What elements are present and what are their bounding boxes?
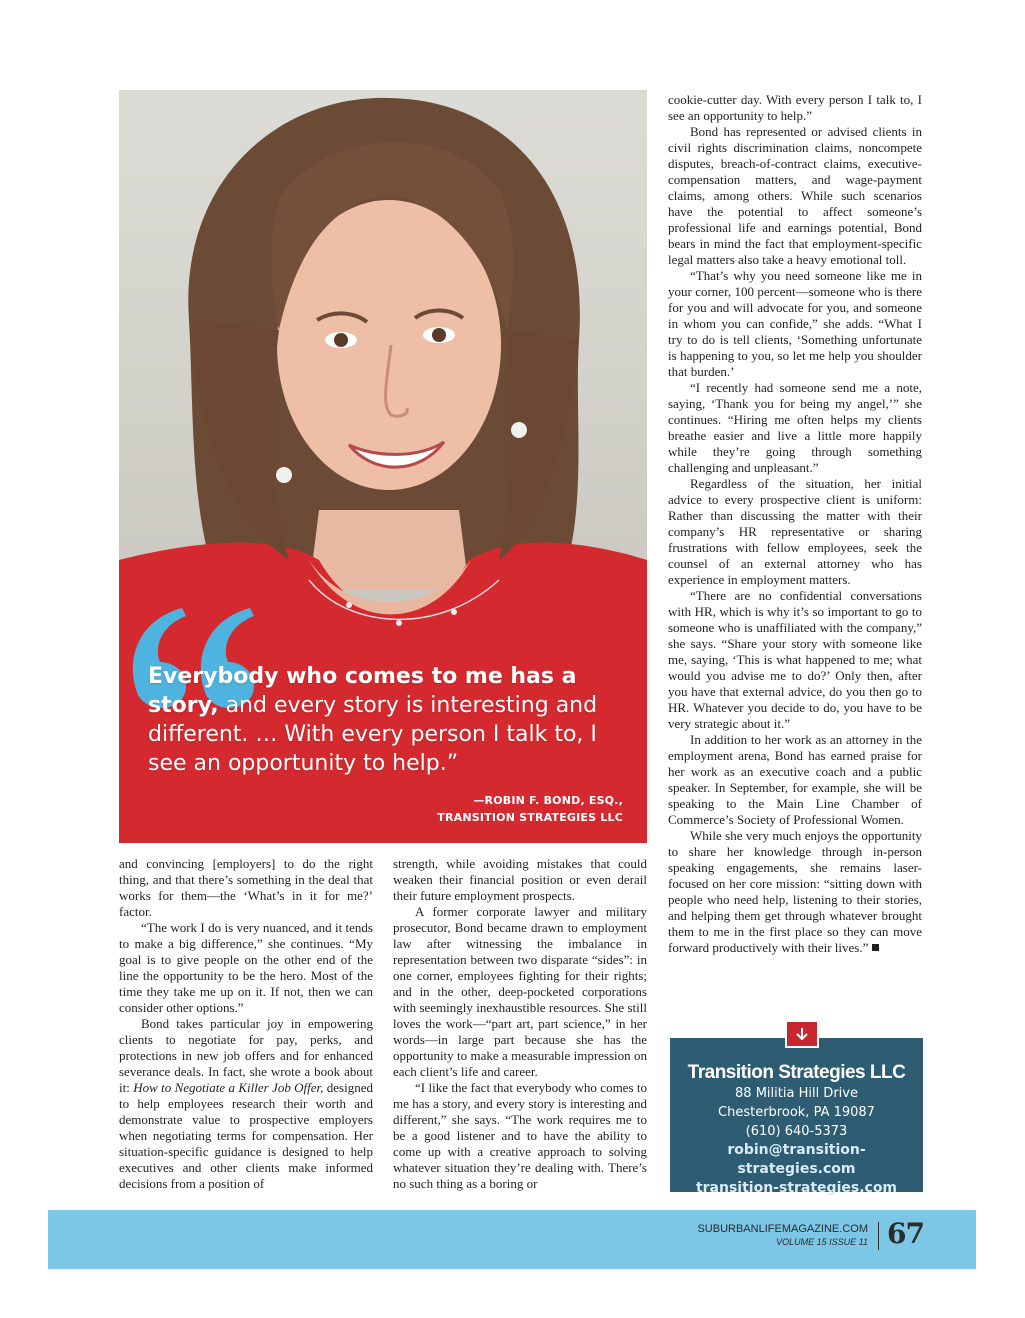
end-mark-icon [872,944,879,951]
book-title: How to Negotiate a Killer Job Offer, [133,1080,324,1095]
footer-site [697,1223,868,1249]
page-footer [48,1210,976,1269]
paragraph-text: designed to help employees research their worth and demonstrate value to prospective employers when negotiating terms for compensation. Her situation-specific guidance is designed to help executives and other clients make informed decisions from a position of [119,1080,373,1191]
paragraph: “I like the fact that everybody who comes to me has a story, and every story is interesting and different,” she says. “The work requires me to be a good listener and to have the ability to come up with a creative approach to solving whatever situation they’re dealing with. There’s no such thing as a boring or [393,1080,647,1191]
attribution-company: TRANSITION STRATEGIES LLC [437,811,623,824]
business-website: transition-strategies.com [695,1180,898,1196]
pull-quote-lead: Everybody who comes to me has a story, [148,664,577,718]
paragraph: Bond has represented or advised clients in civil rights discrimination claims, noncompete disputes, breach-of-contract claims, executive-compensation matters, and wage-payment claims, among others. While such scenarios have the potential to affect someone’s professional life and earnings potential, Bond bears in mind the fact that employment-specific legal matters also take a heavy emotional toll. [668,124,922,267]
paragraph-text: Bond takes particular joy in empowering clients to negotiate for pay, perks, and protections in new job offers and for enhanced severance deals. In fact, she wrote a book about it: [119,1016,373,1095]
attribution-name: —ROBIN F. BOND, ESQ., [473,794,623,807]
paragraph: “I recently had someone send me a note, saying, ‘Thank you for being my angel,’” she continues. “Hiring me often helps my clients breathe easier and live a little more happily while they’re going through something challenging and unpleasant.” [668,380,922,475]
paragraph: In addition to her work as an attorney in the employment arena, Bond has earned praise for her work as an executive coach and a public speaker. In September, for example, she will be speaking to the Main Line Chamber of Commerce’s Society of Professional Women. [668,732,922,827]
article-column-1 [119,856,373,1192]
business-info-box [670,1038,923,1196]
paragraph: A former corporate lawyer and military prosecutor, Bond became drawn to employment law after witnessing the imbalance in representation between two disparate “sides”: in one corner, employees fighting for their rights; and in the other, deep-pocketed corporations with seemingly inexhaustible resources. She still loves the work—“part art, part science,” in her words—in large part because she has the opportunity to make a measurable impression on each client’s life and career. [393,904,647,1079]
paragraph: strength, while avoiding mistakes that could weaken their financial position or even derail their future employment prospects. [393,856,647,903]
paragraph: “The work I do is very nuanced, and it tends to make a big difference,” she continues. “My goal is to give people on the other end of the line the opportunity to be the hero. Most of the time they take me up on it. If not, then we can consider other options.” [119,920,373,1015]
article-column-3 [668,92,922,956]
paragraph: and convincing [employers] to do the right thing, and that there’s something in the deal that works for them—the ‘What’s in it for me?’ factor. [119,856,373,919]
arrow-down-icon [785,1020,819,1048]
pull-quote-attribution [0,792,623,826]
paragraph: “That’s why you need someone like me in your corner, 100 percent—someone who is there for you and will advocate for you, and someone in whom you can confide,” she adds. “What I try to do is tell clients, ‘Something unfortunate is happening to you, so let me help you shoulder that burden.’ [668,268,922,379]
business-email: robin@transition-strategies.com [727,1142,866,1177]
paragraph-text: While she very much enjoys the opportunity to share her knowledge through in-person speaking engagements, she remains laser-focused on her core mission: “sitting down with people who need help, listening to their stories, and helping them get through whatever brought them to me in the first place so they can move forward productively with their lives.” [668,828,922,955]
business-name: Transition Strategies LLC [687,1062,906,1083]
business-phone: (610) 640-5373 [745,1124,848,1139]
footer-divider [878,1222,879,1250]
paragraph: “There are no confidential conversations with HR, which is why it’s so important to go to someone who is unaffiliated with the company,” she says. “Share your story with someone like me, saying, ‘This is what happened to me; what would you advise me to do?’ Only then, after you have that external advice, do you then go to HR. Whatever you decide to do, you have to be very strategic about it.” [668,588,922,731]
business-address-line1: 88 Militia Hill Drive [735,1086,858,1101]
arrow-down-glyph [794,1026,810,1042]
pull-quote-rest: and every story is interesting and different. … With every person I talk to, I see an opportunity to help.” [148,693,598,776]
paragraph: Regardless of the situation, her initial advice to every prospective client is uniform: Rather than discussing the matter with their company’s HR representative or sharing frustrations with fellow employees, seek the counsel of an external attorney who has experience in employment matters. [668,476,922,587]
business-address-line2: Chesterbrook, PA 19087 [718,1105,875,1120]
article-column-2 [393,856,647,1192]
paragraph [668,828,922,956]
page-number: 67 [887,1217,924,1250]
paragraph [119,1016,373,1192]
magazine-url: SUBURBANLIFEMAGAZINE.COM [697,1223,868,1235]
paragraph: cookie-cutter day. With every person I talk to, I see an opportunity to help.” [668,92,922,123]
issue-info: VOLUME 15 ISSUE 11 [776,1237,868,1247]
pull-quote [148,662,628,778]
